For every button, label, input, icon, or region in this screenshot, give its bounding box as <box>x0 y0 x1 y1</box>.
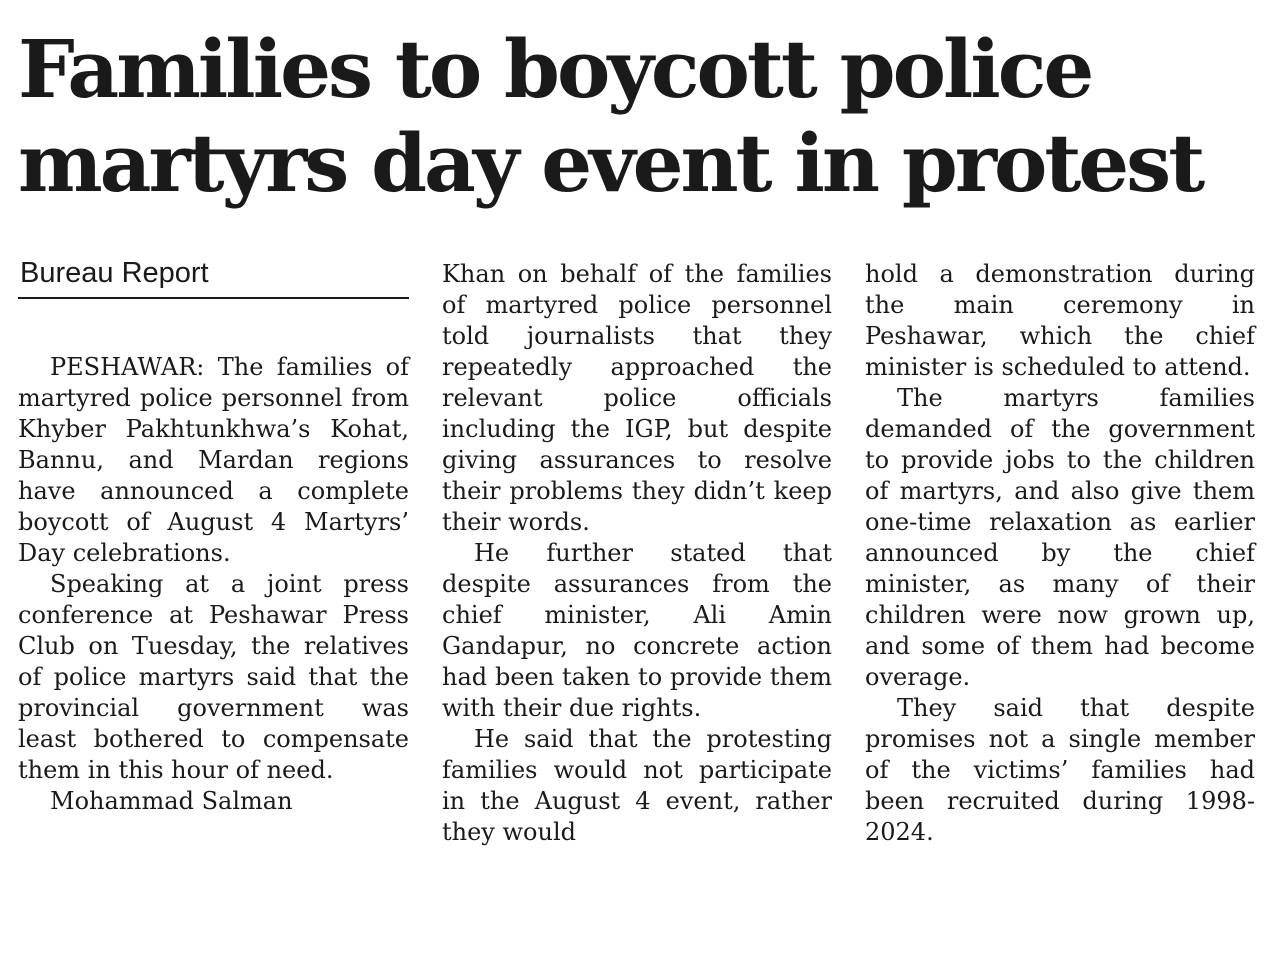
article-column-1 <box>18 352 409 817</box>
byline-block <box>18 256 409 299</box>
article-column-3 <box>865 259 1255 848</box>
article-paragraph-4: He further stated that despite assurances from the chief minister, Ali Amin Gandapur, no concrete action had been taken to provide them with their due rights. <box>442 539 832 722</box>
byline: Bureau Report <box>18 256 409 299</box>
article-paragraph-7: They said that despite promises not a single member of the victims’ families had been recruited during 1998-2024. <box>865 694 1255 846</box>
article-paragraph-5-continued: hold a demonstration during the main ceremony in Peshawar, which the chief minister is scheduled to attend. <box>865 260 1255 381</box>
article-paragraph-5-start: He said that the protesting families would not participate in the August 4 event, rather they would <box>442 725 832 846</box>
article-paragraph-2: Speaking at a joint press conference at Peshawar Press Club on Tuesday, the relatives of police martyrs said that the provincial government was least bothered to compensate them in this hour of need. <box>18 570 409 784</box>
headline-line-1: Families to boycott police <box>18 22 1092 116</box>
article-paragraph-3-start: Mohammad Salman <box>50 787 293 815</box>
headline <box>18 22 1258 210</box>
article-paragraph-1: PESHAWAR: The families of martyred police personnel from Khyber Pakhtunkhwa’s Kohat, Bannu, and Mardan regions have announced a complete boycott of August 4 Martyrs’ Day celebrations. <box>18 353 409 567</box>
headline-line-2: martyrs day event in protest <box>18 116 1203 210</box>
article-column-2 <box>442 259 832 848</box>
article-paragraph-3-continued: Khan on behalf of the families of martyred police personnel told journalists that they repeatedly approached the relevant police officials including the IGP, but despite giving assurances to resolve their problems they didn’t keep their words. <box>442 260 832 536</box>
article-paragraph-6: The martyrs families demanded of the government to provide jobs to the children of martyrs, and also give them one-time relaxation as earlier announced by the chief minister, as many of their children were now grown up, and some of them had become overage. <box>865 384 1255 691</box>
